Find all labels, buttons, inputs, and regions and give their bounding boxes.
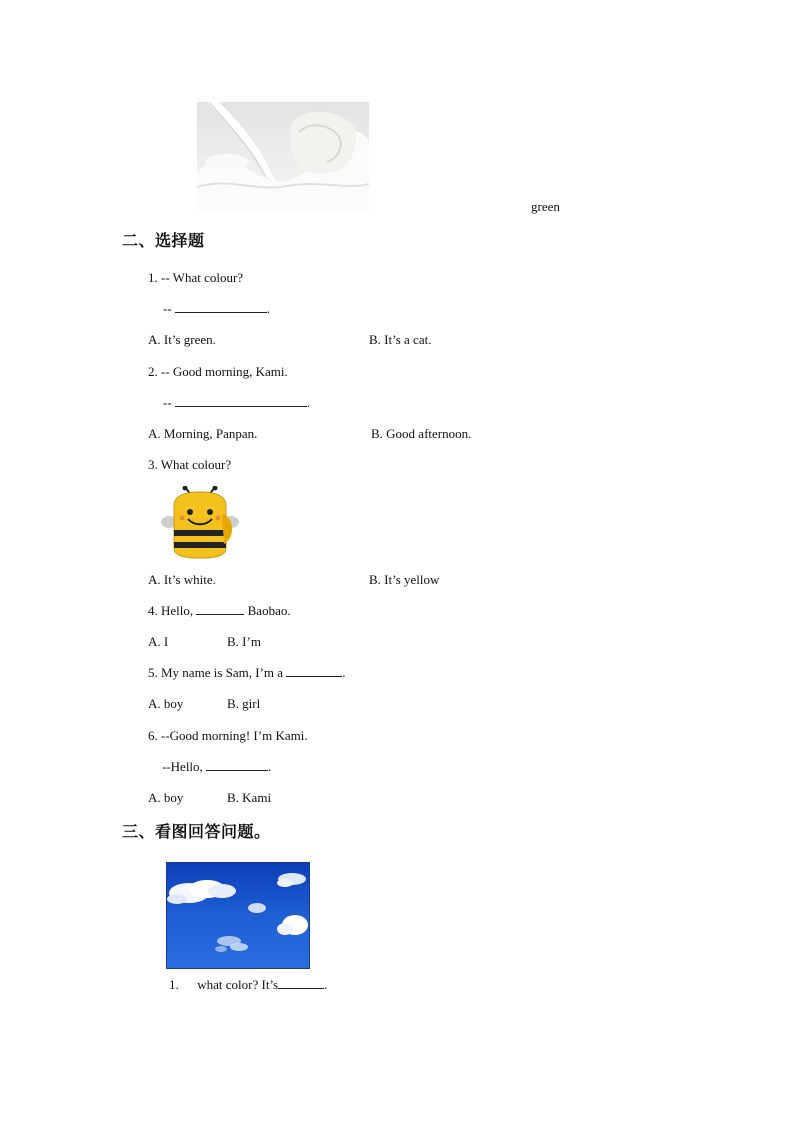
sky-illustration: [167, 863, 310, 969]
q6-answer-line: [162, 759, 271, 775]
q5-question-after: .: [342, 665, 346, 680]
q2-option-b[interactable]: B. Good afternoon.: [371, 426, 472, 441]
q1-answer-prefix: --: [163, 301, 172, 316]
q4-option-a[interactable]: A. I: [148, 634, 169, 649]
top-word-green: green: [531, 199, 560, 214]
q6-question: 6. --Good morning! I’m Kami.: [148, 728, 308, 743]
q4-question-after: Baobao.: [244, 603, 291, 618]
q3-question: 3. What colour?: [148, 457, 232, 472]
section3-q1: [169, 977, 327, 993]
q2-blank[interactable]: [175, 395, 307, 407]
sky-image: [166, 862, 310, 969]
q4-question-before: 4. Hello,: [148, 603, 194, 618]
q5-option-a[interactable]: A. boy: [148, 696, 184, 711]
q1-option-b[interactable]: B. It’s a cat.: [369, 332, 432, 347]
bee-backpack-illustration: [160, 486, 242, 560]
q1-option-a[interactable]: A. It’s green.: [148, 332, 216, 347]
milk-illustration: [197, 102, 369, 211]
q5-option-b[interactable]: B. girl: [227, 696, 261, 711]
q2-answer-prefix: --: [163, 395, 172, 410]
q5-blank[interactable]: [286, 665, 342, 677]
q1-question: 1. -- What colour?: [148, 270, 244, 285]
q5-question: [148, 665, 346, 681]
section3-q1-number: 1.: [169, 977, 179, 992]
section2-title: 二、选择题: [122, 231, 205, 250]
section3-q1-blank[interactable]: [278, 977, 324, 989]
q2-answer-line: [163, 395, 310, 411]
q6-option-a[interactable]: A. boy: [148, 790, 184, 805]
q1-answer-line: [163, 301, 270, 317]
q4-question: [148, 603, 291, 619]
q3-option-a[interactable]: A. It’s white.: [148, 572, 216, 587]
bee-backpack-image: [160, 486, 242, 560]
q2-option-a[interactable]: A. Morning, Panpan.: [148, 426, 258, 441]
q4-blank[interactable]: [196, 603, 244, 615]
q2-answer-suffix: .: [306, 395, 311, 410]
q6-answer-suffix: .: [268, 759, 272, 774]
section3-q1-text: what color? It’s: [197, 977, 279, 992]
q6-answer-before: --Hello,: [162, 759, 203, 774]
q1-answer-suffix: .: [266, 301, 271, 316]
q6-blank[interactable]: [206, 759, 268, 771]
q2-question: 2. -- Good morning, Kami.: [148, 364, 288, 379]
q5-question-before: 5. My name is Sam, I’m a: [148, 665, 284, 680]
milk-image: [197, 102, 369, 211]
section3-title: 三、看图回答问题。: [122, 822, 271, 841]
q1-blank[interactable]: [175, 301, 267, 313]
section3-q1-suffix: .: [324, 977, 328, 992]
q3-option-b[interactable]: B. It’s yellow: [369, 572, 440, 587]
q4-option-b[interactable]: B. I’m: [227, 634, 261, 649]
q6-option-b[interactable]: B. Kami: [227, 790, 272, 805]
